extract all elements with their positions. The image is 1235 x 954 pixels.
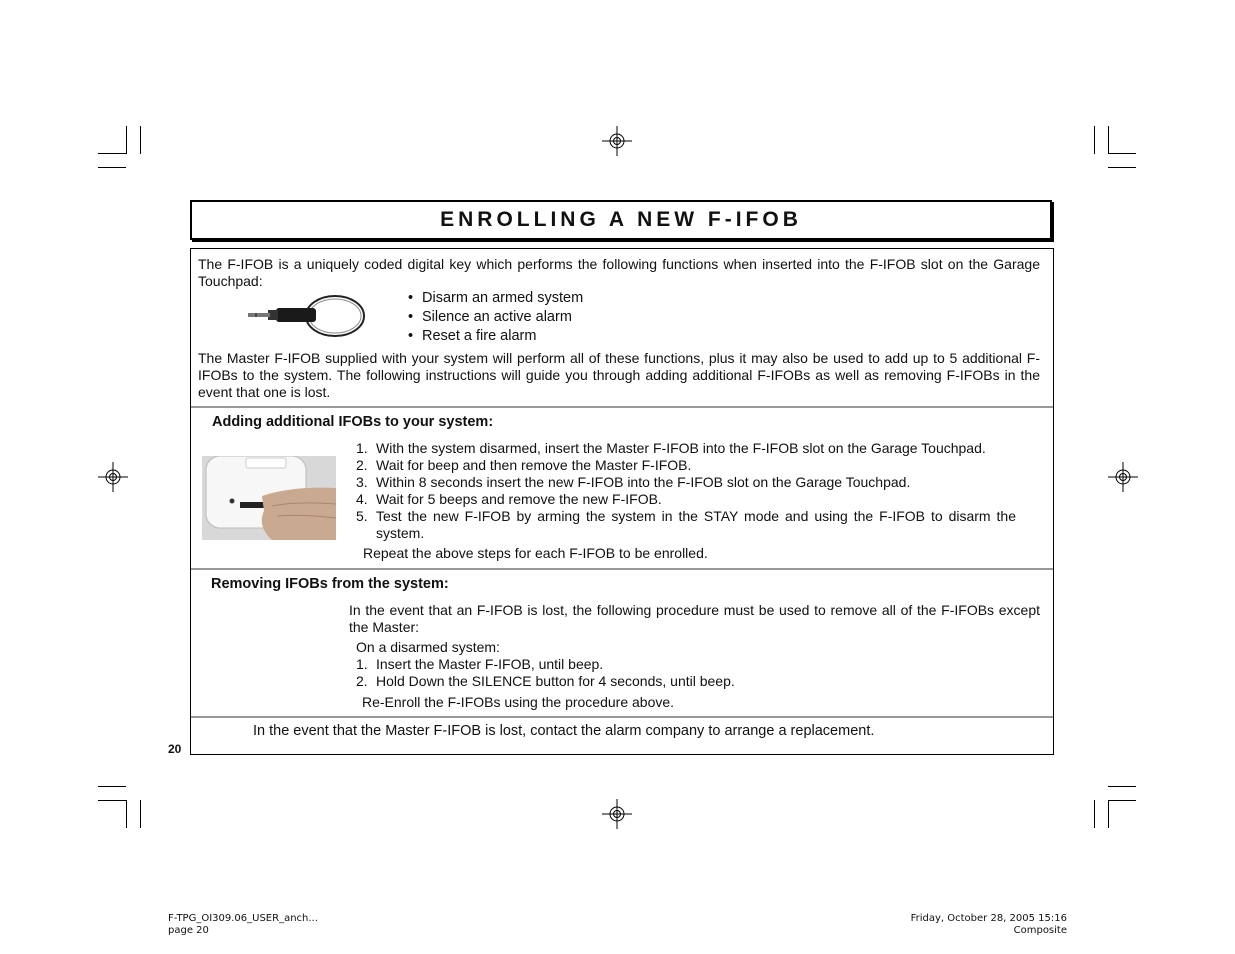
title-box: [190, 200, 1052, 240]
crop-mark: [1108, 800, 1109, 828]
crop-mark: [1108, 153, 1136, 154]
crop-mark: [1108, 167, 1136, 168]
crop-mark: [98, 167, 126, 168]
crop-mark: [126, 126, 127, 154]
registration-mark-icon: [602, 799, 632, 829]
page-title: ENROLLING A NEW F-IFOB: [440, 208, 802, 231]
crop-mark: [140, 800, 141, 828]
section-divider: [191, 406, 1053, 408]
list-item: 2. Hold Down the SILENCE button for 4 seconds, until beep.: [356, 673, 735, 689]
crop-mark: [126, 800, 127, 828]
list-item: 1. With the system disarmed, insert the Master F-IFOB into the F-IFOB slot on the Garage Touchpad.: [356, 440, 986, 456]
footer-filename: F-TPG_OI309.06_USER_anch...: [168, 913, 318, 924]
list-item: 4. Wait for 5 beeps and remove the new F-IFOB.: [356, 491, 662, 507]
list-item: 5. Test the new F-IFOB by arming the system in the STAY mode and using the F-IFOB to disarm the system.: [356, 508, 1016, 541]
master-lost-note: In the event that the Master F-IFOB is lost, contact the alarm company to arrange a replacement.: [253, 723, 875, 739]
removing-paragraph: In the event that an F-IFOB is lost, the following procedure must be used to remove all of the F-IFOBs except the Master:: [349, 602, 1040, 635]
content-box: [190, 248, 1054, 755]
touchpad-photo: [202, 456, 336, 540]
footer-composite: Composite: [1013, 925, 1067, 936]
footer-right: [911, 913, 1067, 937]
crop-mark: [1108, 126, 1109, 154]
list-item: • Disarm an armed system: [408, 290, 584, 306]
crop-mark: [1094, 800, 1095, 828]
section-divider: [191, 716, 1053, 718]
list-item: • Reset a fire alarm: [408, 328, 537, 344]
registration-mark-icon: [1108, 462, 1138, 492]
registration-mark-icon: [602, 126, 632, 156]
section-divider: [191, 568, 1053, 570]
adding-heading: Adding additional IFOBs to your system:: [212, 414, 494, 430]
list-item: • Silence an active alarm: [408, 309, 572, 325]
crop-mark: [98, 786, 126, 787]
page-number: 20: [168, 742, 182, 756]
intro-paragraph-2: The Master F-IFOB supplied with your system will perform all of these functions, plus it may also be used to add up to 5 additional F-IFOBs to the system. The following instructions will guide you through adding additional F-IFOBs as well as removing F-IFOBs in the event that one is lost.: [198, 350, 1040, 400]
footer-left: [168, 913, 318, 937]
crop-mark: [98, 800, 126, 801]
ifob-key-image: [246, 291, 368, 339]
crop-mark: [140, 126, 141, 154]
removing-heading: Removing IFOBs from the system:: [211, 576, 449, 592]
intro-paragraph: The F-IFOB is a uniquely coded digital key which performs the following functions when inserted into the F-IFOB slot on the Garage Touchpad:: [198, 256, 1040, 289]
list-item: 1. Insert the Master F-IFOB, until beep.: [356, 656, 604, 672]
repeat-note: Repeat the above steps for each F-IFOB to be enrolled.: [363, 545, 708, 561]
list-item: 2. Wait for beep and then remove the Master F-IFOB.: [356, 457, 692, 473]
crop-mark: [98, 153, 126, 154]
crop-mark: [1094, 126, 1095, 154]
crop-mark: [1108, 800, 1136, 801]
footer-page: page 20: [168, 925, 209, 936]
list-item: 3. Within 8 seconds insert the new F-IFOB into the F-IFOB slot on the Garage Touchpad.: [356, 474, 911, 490]
removing-lead: On a disarmed system:: [356, 639, 500, 655]
footer-date: Friday, October 28, 2005 15:16: [910, 913, 1067, 924]
reenroll-note: Re-Enroll the F-IFOBs using the procedure above.: [362, 694, 675, 710]
registration-mark-icon: [98, 462, 128, 492]
crop-mark: [1108, 786, 1136, 787]
